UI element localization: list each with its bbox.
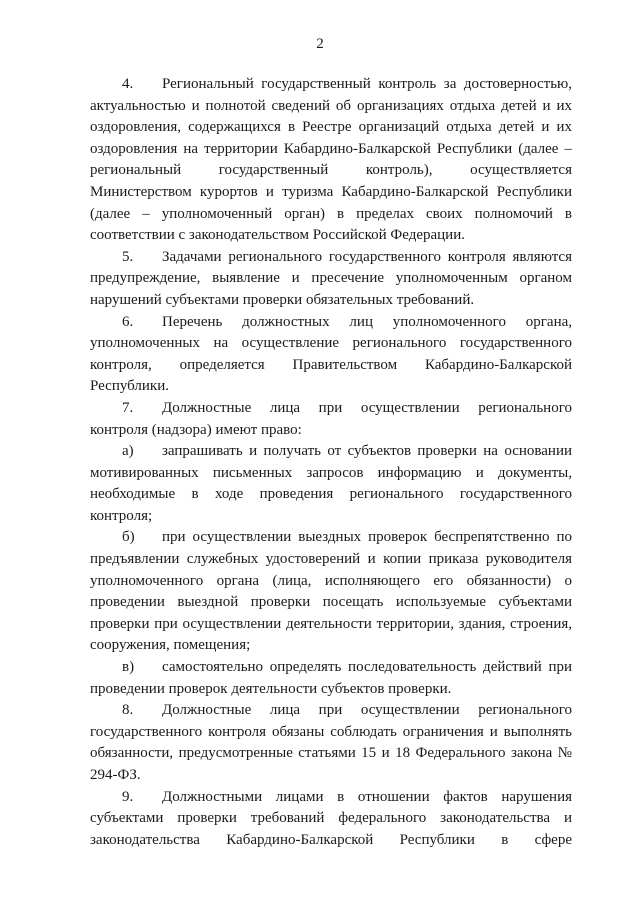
subparagraph-a [90, 441, 572, 527]
paragraph-text: Задачами регионального государственного контроля являются предупреждение, выявление и пресечение уполномоченным органом нарушений субъектами проверки обязательных требований. [90, 248, 572, 308]
paragraph-8 [90, 700, 572, 786]
paragraph-number: б) [122, 529, 135, 546]
paragraph-number: а) [122, 443, 134, 460]
paragraph-7 [90, 398, 572, 441]
paragraph-9 [90, 787, 572, 852]
paragraph-4 [90, 74, 572, 247]
paragraph-5 [90, 247, 572, 312]
paragraph-text: Должностные лица при осуществлении регионального контроля (надзора) имеют право: [90, 399, 572, 438]
page-number: 2 [316, 36, 324, 52]
paragraph-number: 4. [122, 76, 134, 92]
paragraph-number: 9. [122, 788, 134, 805]
paragraph-number: 6. [122, 313, 134, 330]
paragraph-number: 5. [122, 248, 134, 265]
paragraph-text: при осуществлении выездных проверок беспрепятственно по предъявлении служебных удостоверений и копии приказа руководителя уполномоченного органа (лица, исполняющего его обязанности) о проведении выездной проверки посещать используемые субъектами проверки при осуществлении деятельности территории, здания, строения, сооружения, помещения; [90, 529, 572, 654]
paragraph-text: самостоятельно определять последовательность действий при проведении проверок деятельности субъектов проверки. [90, 659, 572, 697]
paragraph-text: Региональный государственный контроль за достоверностью, актуальностью и полнотой сведений об организациях отдыха детей и их оздоровления, содержащихся в Реестре организаций отдыха детей и их оздоровления на территории Кабардино-Балкарской Республики (далее – региональный государственный контроль), осуществляется Министерством курортов и туризма Кабардино-Балкарской Республики (далее – уполномоченный орган) в пределах своих полномочий в соответствии с законодательством Российской Федерации. [90, 76, 572, 244]
paragraph-text: Должностными лицами в отношении фактов нарушения субъектами проверки требований федерального законодательства и законодательства Кабардино-Балкарской Республики в сфере [90, 788, 572, 848]
document-body [90, 74, 572, 851]
subparagraph-b [90, 527, 572, 657]
paragraph-text: запрашивать и получать от субъектов проверки на основании мотивированных письменных запросов информацию и документы, необходимые в ходе проведения регионального государственного контроля; [90, 443, 572, 524]
paragraph-6 [90, 312, 572, 398]
paragraph-text: Должностные лица при осуществлении регионального государственного контроля обязаны соблюдать ограничения и выполнять обязанности, предусмотренные статьями 15 и 18 Федерального закона № 294-ФЗ. [90, 702, 572, 783]
paragraph-number: в) [122, 659, 135, 676]
paragraph-text: Перечень должностных лиц уполномоченного органа, уполномоченных на осуществление регионального государственного контроля, определяется Правительством Кабардино-Балкарской Республики. [90, 313, 572, 395]
paragraph-number: 8. [122, 702, 134, 719]
paragraph-number: 7. [122, 399, 134, 416]
subparagraph-v [90, 657, 572, 700]
